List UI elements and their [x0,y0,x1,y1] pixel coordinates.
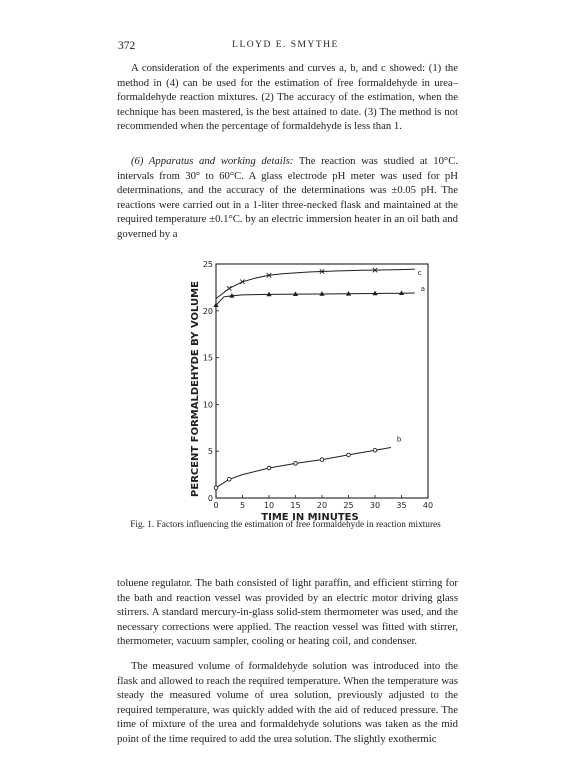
series-line-a [216,293,415,305]
y-tick-label: 10 [202,400,213,410]
page-number: 372 [118,40,136,52]
series-point-b [227,477,231,481]
x-axis-label: TIME IN MINUTES [261,512,359,523]
series-point-a [319,291,324,296]
paragraph-apparatus [117,154,458,241]
x-tick-label: 35 [396,501,407,510]
x-tick-label: 5 [239,501,246,510]
paragraph-apparatus-text: The reaction was studied at 10°C. intervals from 30° to 60°C. A glass electrode pH meter was used for pH determinations, and the accuracy of the determinations was ±0.05 pH. The reactions were carried out in a 1-liter three-necked flask and maintained at the required temperature ±0.1°C. by an electric immersion heater in an oil bath and governed by a [117,155,458,240]
x-tick-label: 10 [263,501,275,510]
paragraph-toluene-regulator: toluene regulator. The bath consisted of light paraffin, and efficient stirring for the bath and reaction vessel was provided by an electric motor driving glass stirrers. A standard mercury-in-glass solid-stem thermometer was used, and the necessary corrections were applied. The reaction vessel was fitted with stirrer, thermometer, vacuum sampler, cooling or heating coil, and condenser. [117,577,458,647]
figure-caption: Fig. 1. Factors influencing the estimation of free formaldehyde in reaction mixtures [130,520,441,530]
series-point-b [267,466,271,470]
x-tick-label: 15 [290,501,301,510]
series-point-b [373,448,377,452]
series-point-b [347,453,351,457]
series-point-b [294,462,298,466]
y-tick-label: 15 [202,353,213,363]
y-tick-label: 25 [202,260,213,269]
paragraph-conclusions: A consideration of the experiments and curves a, b, and c showed: (1) the method in (4) can be used for the estimation of free formaldehyde in urea–formaldehyde reaction mixtures. (2) The accuracy of the estimation, when the technique has been mastered, is the best attained to date. (3) The method is not recommended when the percentage of formaldehyde is less than 1. [117,62,458,132]
figure-chart [190,254,450,523]
chart-plot [190,260,433,523]
y-tick-label: 0 [207,494,213,503]
x-tick-label: 25 [343,501,354,510]
x-tick-label: 40 [422,501,434,510]
running-head: LLOYD E. SMYTHE [232,40,339,50]
series-point-a [346,291,351,296]
x-tick-label: 0 [213,501,219,510]
paragraph-procedure: The measured volume of formaldehyde solution was introduced into the flask and allowed to reach the required temperature. When the temperature was steady the measured volume of urea solution, previously adjusted to the required temperature, was quickly added with the aid of reduced pressure. The time of mixture of the urea and formaldehyde solutions was taken as the mid point of the time required to add the urea solution. The slightly exothermic [117,660,458,745]
series-point-b [320,458,324,462]
x-tick-label: 30 [369,501,381,510]
x-tick-label: 20 [316,501,328,510]
y-axis-label: PERCENT FORMALDEHYDE BY VOLUME [190,281,201,497]
series-label-a: a [420,285,426,294]
plot-frame [216,264,428,498]
series-label-c: c [417,269,422,278]
series-point-c [227,286,231,290]
y-tick-label: 20 [202,306,213,316]
series-line-b [216,448,391,488]
series-point-b [214,486,218,490]
series-label-b: b [396,435,402,444]
paragraph-apparatus-heading: (6) Apparatus and working details: [131,155,294,167]
y-tick-label: 5 [207,447,213,457]
